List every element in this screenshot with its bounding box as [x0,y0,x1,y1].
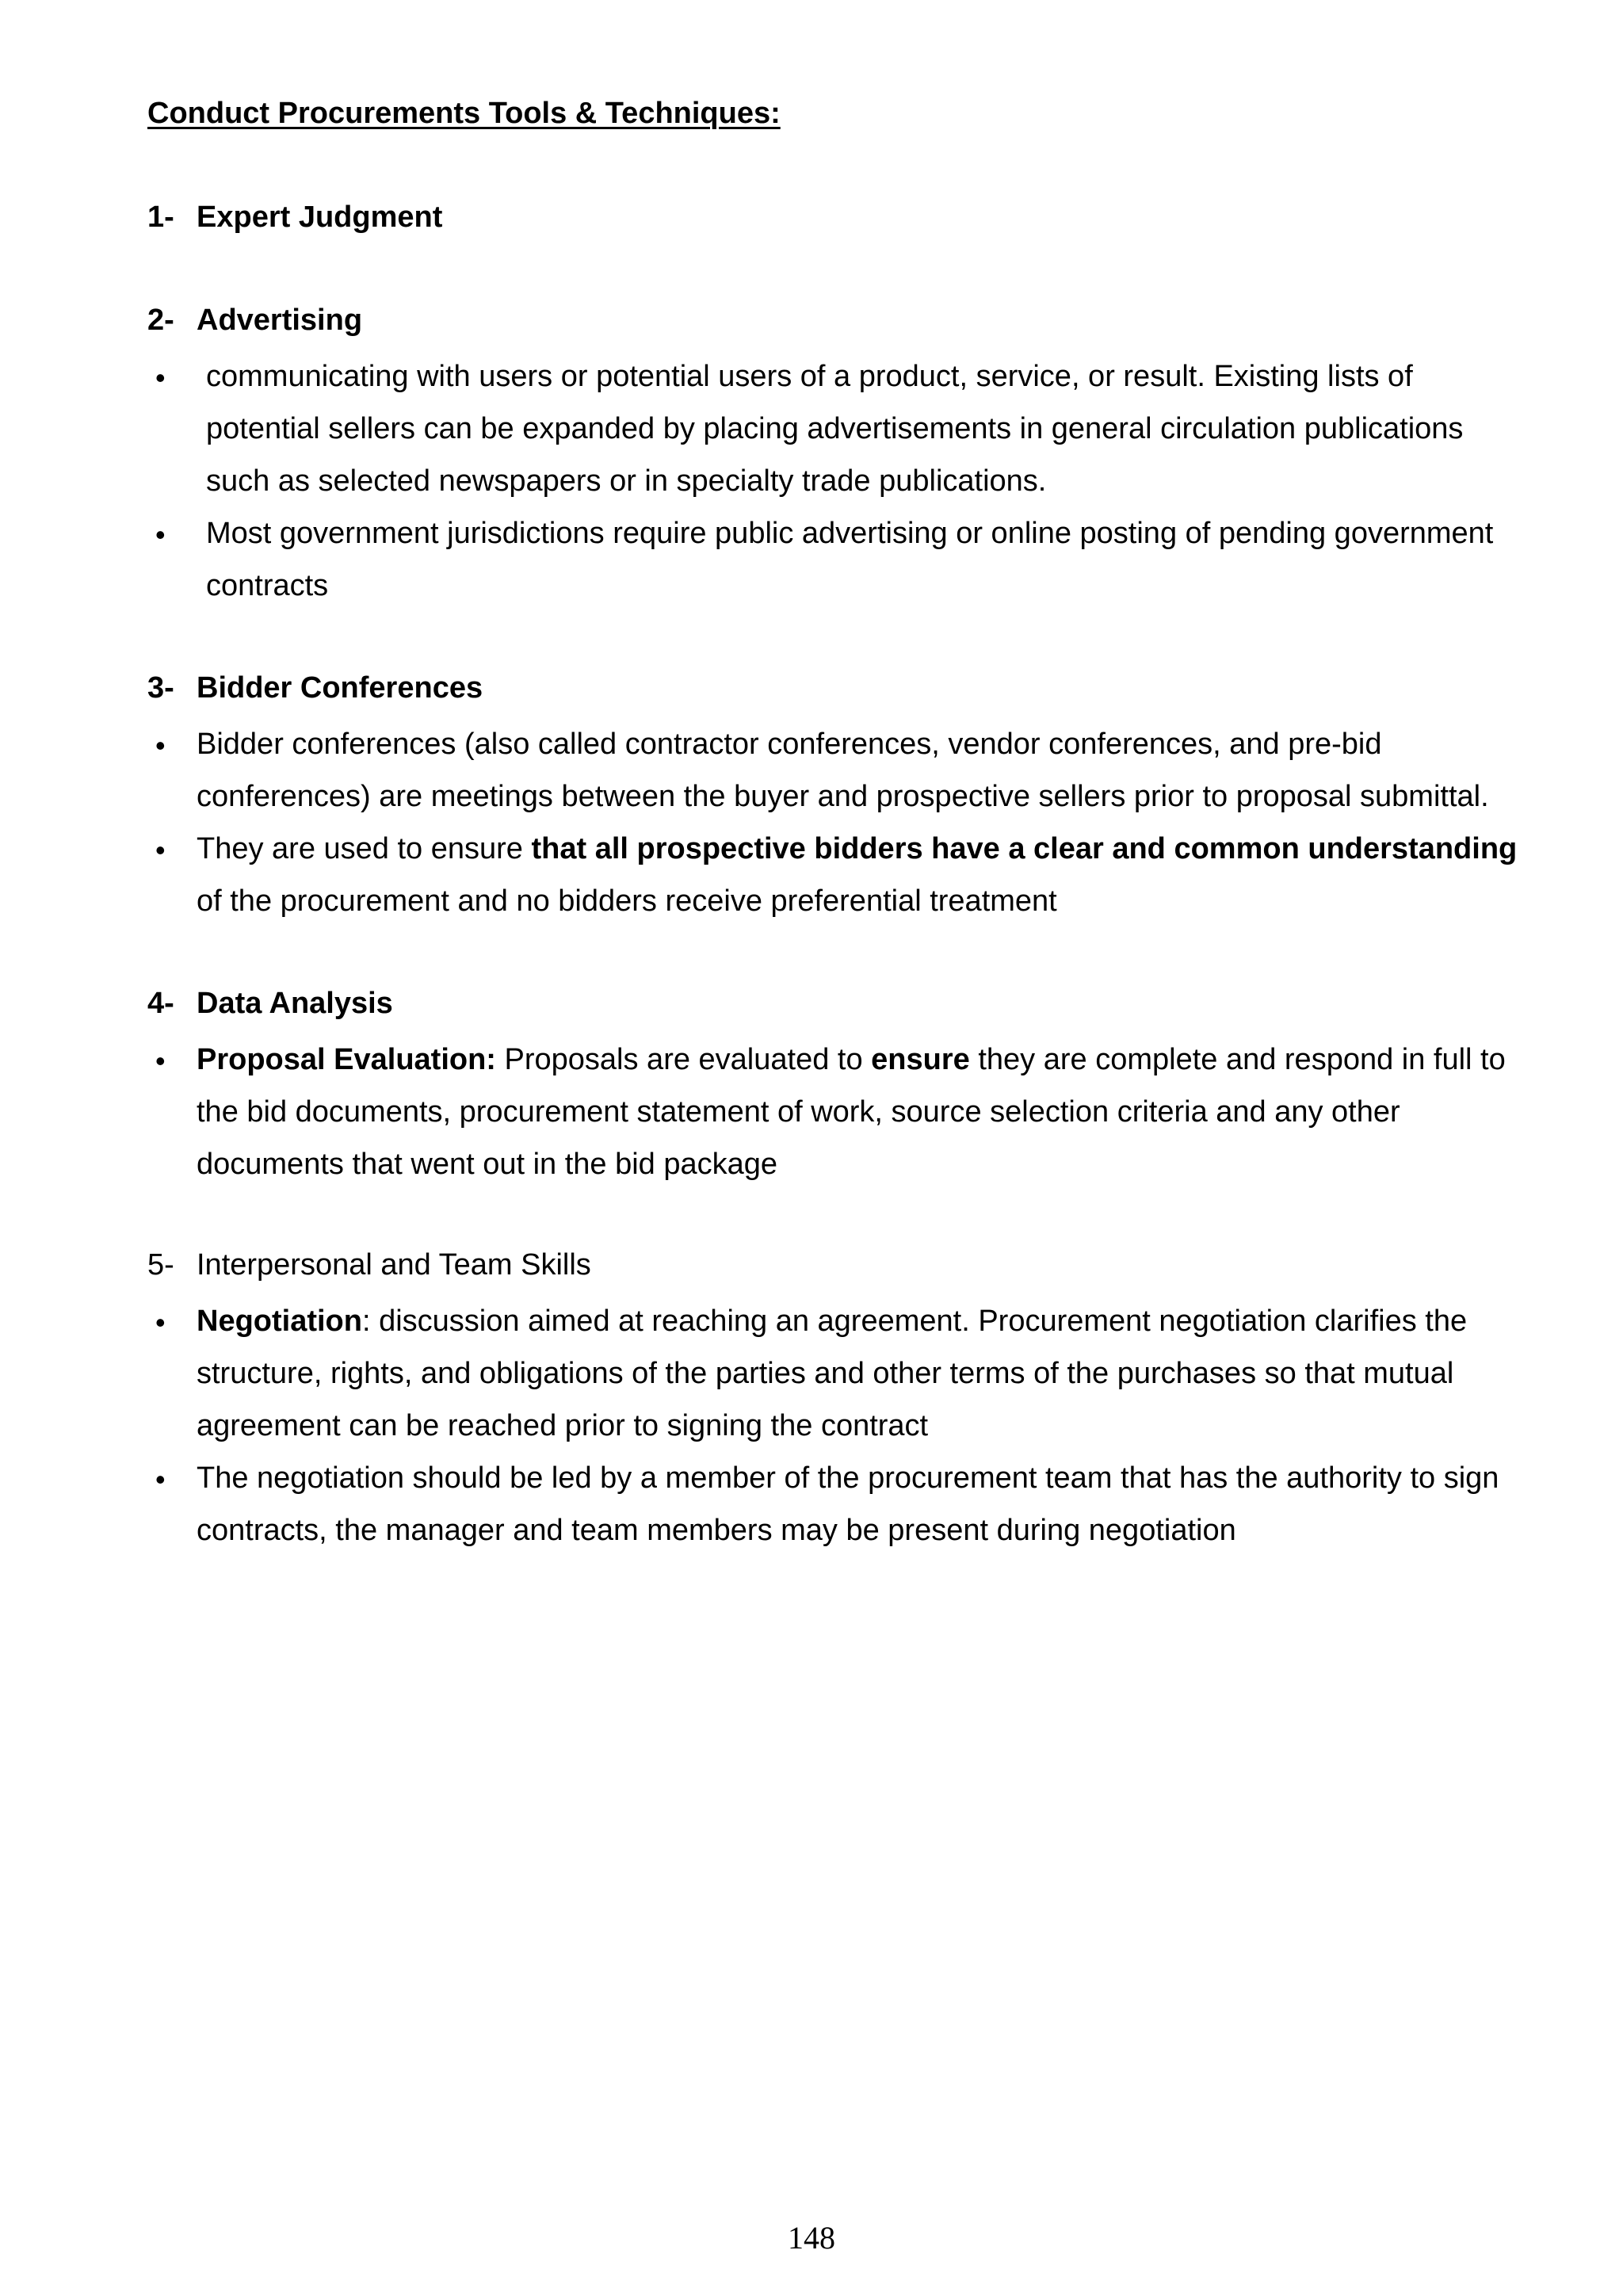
bullet-icon: • [155,361,166,394]
list-item: Most government jurisdictions require public advertising or online posting of pending government contracts [206,517,1494,602]
bullet-icon: • [155,1045,166,1077]
bullet-icon: • [155,1306,166,1339]
page-number: 148 [788,2220,835,2256]
list-item: Bidder conferences (also called contractor conferences, vendor conferences, and pre-bid conferences) are meetings between the buyer and prospective sellers prior to proposal submittal. [197,728,1489,813]
section-title: Bidder Conferences [197,671,483,705]
section-number: 3- [147,671,174,705]
emphasis-text: ensure [871,1043,970,1076]
term-label: Negotiation [197,1305,362,1338]
list-item: Proposal Evaluation: Proposals are evaluated to ensure they are complete and respond in full to the bid documents, procurement statement of work, source selection criteria and any other documents that went out in the bid package [197,1043,1506,1181]
section-title: Expert Judgment [197,201,443,234]
term-label: Proposal Evaluation: [197,1043,496,1076]
bullet-icon: • [155,518,166,551]
section-heading-interpersonal-team-skills [147,1248,591,1282]
list-item: Negotiation: discussion aimed at reaching an agreement. Procurement negotiation clarifies the structure, rights, and obligations of the parties and other terms of the purchases so that mutual agreement can be reached prior to signing the contract [197,1305,1468,1442]
list-item: They are used to ensure that all prospective bidders have a clear and common understanding of the procurement and no bidders receive preferential treatment [197,832,1518,918]
section-number: 1- [147,201,174,234]
section-heading-data-analysis [147,987,393,1021]
section-number: 5- [147,1248,174,1282]
section-title: Advertising [197,304,363,337]
bullet-icon: • [155,1463,166,1496]
bullet-icon: • [155,729,166,762]
list-item: The negotiation should be led by a member of the procurement team that has the authority to sign contracts, the manager and team members may be present during negotiation [197,1461,1499,1547]
bullet-icon: • [155,834,166,866]
page-title: Conduct Procurements Tools & Techniques: [147,97,781,130]
section-heading-bidder-conferences [147,671,483,705]
section-title: Interpersonal and Team Skills [197,1248,591,1282]
section-number: 2- [147,304,174,337]
section-title: Data Analysis [197,987,393,1020]
list-item: communicating with users or potential users of a product, service, or result. Existing lists of potential sellers can be expanded by placing advertisements in general circulation publications such as selected newspapers or in specialty trade publications. [206,360,1464,498]
emphasis-text: that all prospective bidders have a clear and common understanding [531,832,1518,865]
section-heading-expert-judgment [147,201,442,235]
section-heading-advertising [147,304,362,338]
section-number: 4- [147,987,174,1020]
